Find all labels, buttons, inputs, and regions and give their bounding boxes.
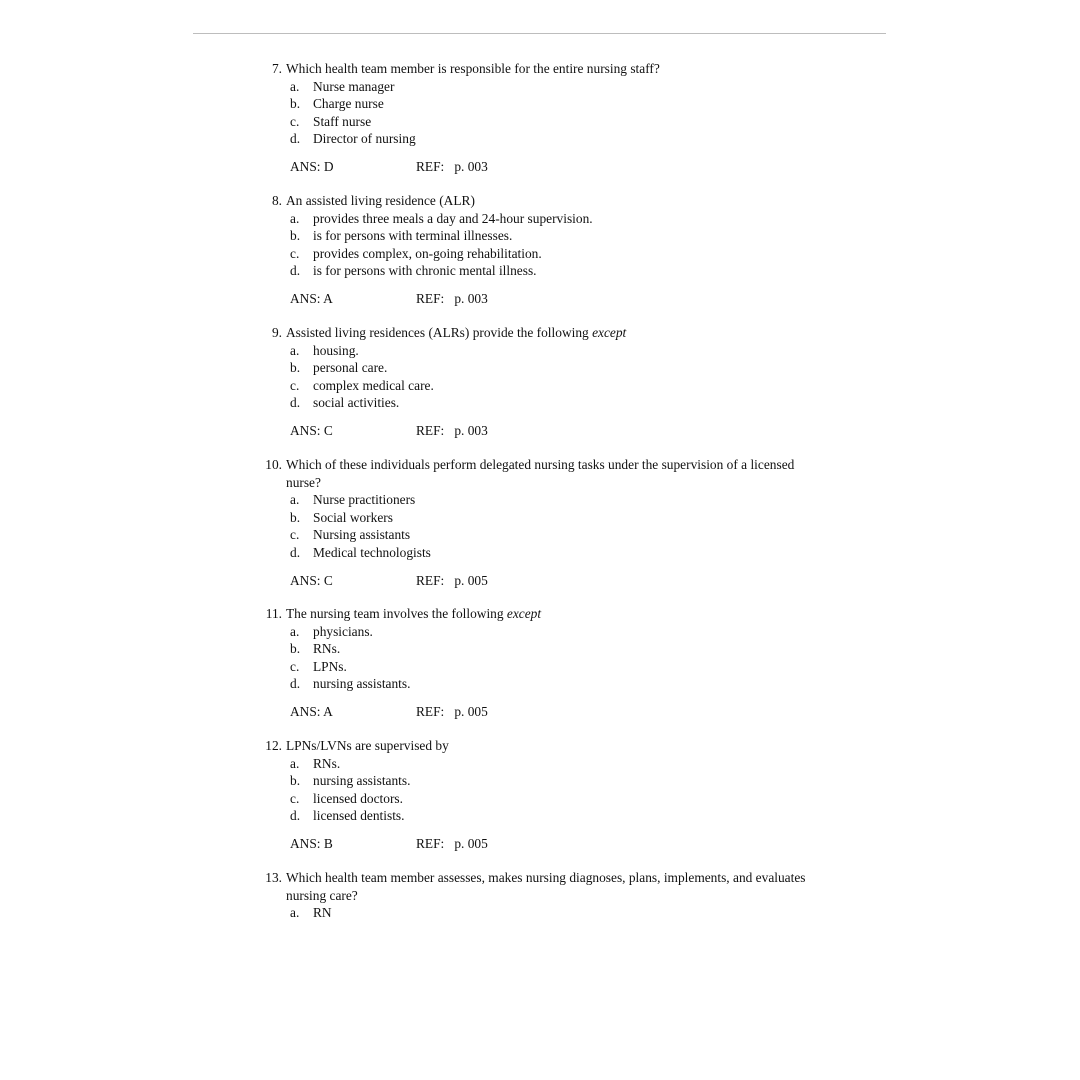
- option-text: is for persons with terminal illnesses.: [313, 228, 513, 244]
- page-reference: REF: p. 005: [416, 703, 488, 719]
- question-text-emphasis: except: [592, 325, 627, 340]
- option-letter: a.: [290, 492, 300, 508]
- option-b: [290, 772, 850, 790]
- option-letter: b.: [290, 641, 301, 657]
- question-text: An assisted living residence (ALR): [286, 193, 475, 208]
- option-list: [290, 904, 850, 922]
- option-letter: c.: [290, 113, 300, 129]
- option-a: [290, 342, 850, 360]
- option-letter: a.: [290, 623, 300, 639]
- answer-key: ANS: C: [290, 422, 333, 438]
- question-number: 12.: [265, 738, 282, 753]
- question-number: 7.: [271, 61, 282, 76]
- option-letter: a.: [290, 210, 300, 226]
- question-text-main: Assisted living residences (ALRs) provide the following: [286, 325, 593, 340]
- option-letter: c.: [290, 790, 300, 806]
- option-text: Medical technologists: [313, 544, 431, 560]
- answer-row: [290, 835, 850, 853]
- option-text: Nurse manager: [313, 78, 395, 94]
- question-text: [286, 324, 850, 342]
- option-text: Staff nurse: [313, 113, 372, 129]
- option-text: Director of nursing: [313, 131, 416, 147]
- option-b: [290, 509, 850, 527]
- option-text: Social workers: [313, 509, 393, 525]
- option-d: [290, 675, 850, 693]
- option-d: [290, 262, 850, 280]
- page-reference: REF: p. 005: [416, 572, 488, 588]
- answer-row: [290, 158, 850, 176]
- answer-key: ANS: A: [290, 703, 333, 719]
- answer-key: ANS: A: [290, 290, 333, 306]
- option-text: housing.: [313, 342, 359, 358]
- option-d: [290, 130, 850, 148]
- option-b: [290, 227, 850, 245]
- option-b: [290, 359, 850, 377]
- option-list: [290, 491, 850, 561]
- option-c: [290, 790, 850, 808]
- question-number: 10.: [265, 457, 282, 472]
- option-text: RNs.: [313, 755, 341, 771]
- option-b: [290, 95, 850, 113]
- option-letter: d.: [290, 131, 301, 147]
- question-12: [250, 737, 850, 853]
- page-reference: REF: p. 003: [416, 422, 488, 438]
- option-text: licensed doctors.: [313, 790, 403, 806]
- question-9: [250, 324, 850, 440]
- page-reference: REF: p. 003: [416, 158, 488, 174]
- option-c: [290, 377, 850, 395]
- option-text: complex medical care.: [313, 377, 434, 393]
- question-11: [250, 605, 850, 721]
- option-text: nursing assistants.: [313, 773, 411, 789]
- option-text: provides three meals a day and 24-hour supervision.: [313, 210, 593, 226]
- option-text: personal care.: [313, 360, 388, 376]
- option-list: [290, 78, 850, 148]
- option-a: [290, 623, 850, 641]
- option-letter: d.: [290, 395, 301, 411]
- answer-key: ANS: B: [290, 835, 333, 851]
- question-text: Which health team member is responsible for the entire nursing staff?: [286, 61, 660, 76]
- option-letter: d.: [290, 676, 301, 692]
- option-c: [290, 526, 850, 544]
- option-letter: b.: [290, 360, 301, 376]
- option-letter: d.: [290, 263, 301, 279]
- option-text: LPNs.: [313, 658, 347, 674]
- option-letter: a.: [290, 755, 300, 771]
- option-text: provides complex, on-going rehabilitation.: [313, 245, 542, 261]
- option-a: [290, 78, 850, 96]
- question-10: [250, 456, 850, 589]
- option-letter: b.: [290, 96, 301, 112]
- option-letter: d.: [290, 544, 301, 560]
- option-letter: a.: [290, 342, 300, 358]
- option-letter: d.: [290, 808, 301, 824]
- header-rule: [193, 33, 886, 34]
- question-number: 8.: [271, 193, 282, 208]
- option-b: [290, 640, 850, 658]
- question-text: Which health team member assesses, makes nursing diagnoses, plans, implements, and evaluates nursing care?: [286, 870, 806, 903]
- option-c: [290, 658, 850, 676]
- option-text: physicians.: [313, 623, 373, 639]
- question-text: LPNs/LVNs are supervised by: [286, 738, 449, 753]
- option-text: social activities.: [313, 395, 400, 411]
- question-number: 13.: [265, 870, 282, 885]
- question-number: 9.: [271, 325, 282, 340]
- question-text-main: The nursing team involves the following: [286, 606, 507, 621]
- option-text: Nursing assistants: [313, 527, 411, 543]
- option-c: [290, 245, 850, 263]
- question-text-emphasis: except: [506, 606, 542, 621]
- option-list: [290, 623, 850, 693]
- option-a: [290, 491, 850, 509]
- page-reference: REF: p. 003: [416, 290, 488, 306]
- answer-row: [290, 572, 850, 590]
- option-text: is for persons with chronic mental illness.: [313, 263, 537, 279]
- question-13: [250, 869, 850, 922]
- answer-key: ANS: C: [290, 572, 333, 588]
- option-letter: a.: [290, 78, 300, 94]
- option-d: [290, 544, 850, 562]
- option-a: [290, 210, 850, 228]
- option-a: [290, 755, 850, 773]
- option-a: [290, 904, 850, 922]
- option-c: [290, 113, 850, 131]
- answer-row: [290, 290, 850, 308]
- option-letter: c.: [290, 527, 300, 543]
- question-8: [250, 192, 850, 308]
- question-7: [250, 60, 850, 176]
- option-d: [290, 394, 850, 412]
- option-letter: c.: [290, 658, 300, 674]
- question-text: [286, 605, 850, 623]
- option-letter: a.: [290, 905, 300, 921]
- option-text: RNs.: [313, 641, 341, 657]
- option-text: RN: [313, 905, 332, 921]
- option-text: Charge nurse: [313, 96, 384, 112]
- option-letter: b.: [290, 773, 301, 789]
- answer-key: ANS: D: [290, 158, 334, 174]
- option-d: [290, 807, 850, 825]
- option-text: Nurse practitioners: [313, 492, 416, 508]
- option-letter: c.: [290, 377, 300, 393]
- question-number: 11.: [265, 606, 282, 621]
- option-letter: c.: [290, 245, 300, 261]
- option-list: [290, 755, 850, 825]
- option-letter: b.: [290, 228, 301, 244]
- page-reference: REF: p. 005: [416, 835, 488, 851]
- option-text: nursing assistants.: [313, 676, 411, 692]
- answer-row: [290, 422, 850, 440]
- answer-row: [290, 703, 850, 721]
- question-text: Which of these individuals perform delegated nursing tasks under the supervision of a licensed nurse?: [286, 457, 795, 490]
- option-letter: b.: [290, 509, 301, 525]
- option-list: [290, 210, 850, 280]
- option-text: licensed dentists.: [313, 808, 405, 824]
- option-list: [290, 342, 850, 412]
